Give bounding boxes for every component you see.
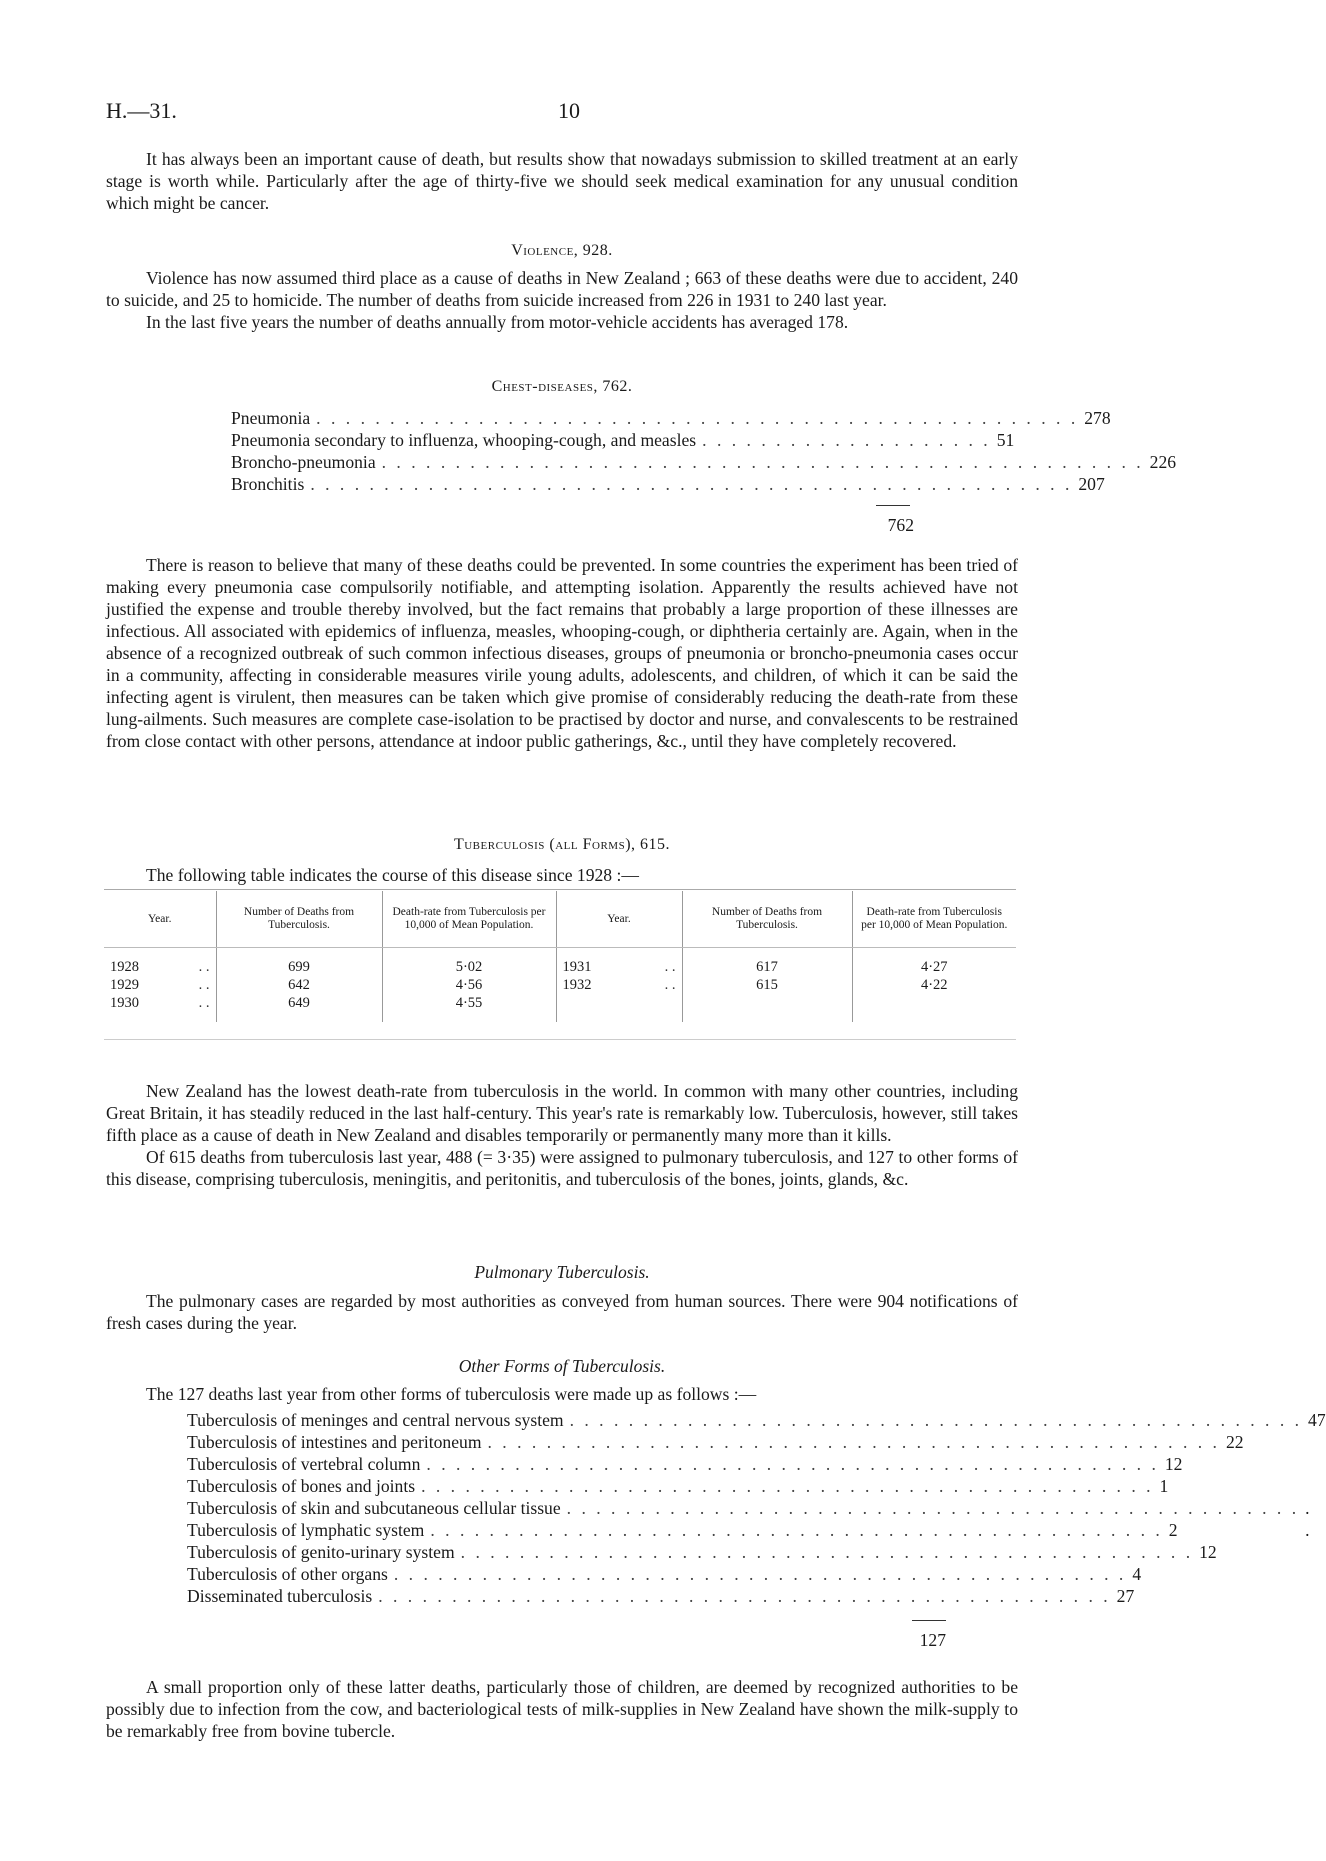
deaths-cell: 642	[216, 976, 382, 994]
leader-dots: . . . . . . . . . . . . . . . . . . . . . . . . . . . . . . . . . . . . . . . . . . . . . . . . . .	[393, 1564, 1127, 1584]
item-value: 226	[1149, 452, 1177, 472]
item-label: Bronchitis	[231, 474, 305, 494]
chest-diseases-list	[231, 407, 1177, 495]
leader-dots: . . . . . . . . . . . . . . . . . . . . . . . . . . . . . . . . . . . . . . . . . . . . . . . . . . . .	[316, 408, 1079, 428]
year-cell: 1929 . .	[110, 977, 210, 993]
list-item	[187, 1541, 1217, 1563]
rate-cell: 4·27	[852, 958, 1016, 976]
pulmonary-paragraph: The pulmonary cases are regarded by most authorities as conveyed from human sources. There were 904 notifications of fresh cases during the year.	[106, 1291, 1018, 1333]
tuberculosis-paragraphs	[106, 1080, 1018, 1190]
leader-dots: . . . . . . . . . . . . . . . . . . . . . . . . . . . . . . . . . . . . . . . . . . . . . . . . . .	[430, 1520, 1163, 1540]
list-item	[231, 429, 1015, 451]
chest-paragraph-block	[106, 554, 1018, 752]
leader-dots: . . . . . . . . . . . . . . . . . . . . . . . . . . . . . . . . . . . . . . . . . . . . . . . . . .	[421, 1476, 1154, 1496]
item-value: 278	[1084, 408, 1111, 428]
motor-vehicle-paragraph: In the last five years the number of deaths annually from motor-vehicle accidents has averaged 178.	[146, 312, 849, 332]
deaths-cell: 699	[216, 958, 382, 976]
total-rule	[912, 1620, 946, 1621]
item-value: 207	[1078, 474, 1105, 494]
list-item	[187, 1431, 1244, 1453]
item-value: 47	[1308, 1410, 1326, 1430]
year-cell: 1930 . .	[110, 995, 210, 1011]
document-code: H.—31.	[106, 98, 177, 123]
leader-dots: . . . . . . . . . . . . . . . . . . . . . . . . . . . . . . . . . . . . . . . . . . . . . . . . . . . .	[310, 474, 1073, 494]
table-row	[104, 976, 1016, 994]
list-item	[231, 407, 1111, 429]
year-cell: 1931 . .	[556, 958, 682, 976]
other-forms-intro: The 127 deaths last year from other forms of tuberculosis were made up as follows :—	[146, 1384, 757, 1404]
item-label: Tuberculosis of lymphatic system	[187, 1520, 425, 1540]
item-value: 22	[1225, 1432, 1244, 1452]
page-number: 10	[558, 98, 580, 123]
leader-dots: . . . . . . . . . . . . . . . . . . . . . . . . . . . . . . . . . . . . . . . . . . . . . . . . . .	[460, 1542, 1194, 1562]
tuberculosis-heading: Tuberculosis (all Forms), 615.	[453, 836, 671, 853]
table-row	[104, 958, 1016, 976]
table-intro-block	[106, 864, 1018, 886]
item-label: Tuberculosis of bones and joints	[187, 1476, 416, 1496]
item-value: 4	[1132, 1564, 1142, 1584]
other-forms-intro-block	[106, 1383, 1018, 1405]
column-header-year: Year.	[556, 891, 682, 948]
list-item	[187, 1409, 1326, 1431]
table-bottom-rule	[104, 1039, 1016, 1040]
table-header-row	[104, 891, 1016, 948]
table-row	[104, 994, 1016, 1012]
item-label: Pneumonia secondary to influenza, whooping-cough, and measles	[231, 430, 697, 450]
chest-diseases-heading: Chest-diseases, 762.	[491, 378, 633, 395]
page-header	[106, 98, 1018, 130]
list-item	[231, 451, 1177, 473]
other-forms-list	[187, 1409, 1326, 1607]
column-header-deaths: Number of Deaths from Tuberculosis.	[216, 891, 382, 948]
item-label: Tuberculosis of intestines and peritoneum	[187, 1432, 482, 1452]
item-label: Broncho-pneumonia	[231, 452, 376, 472]
deaths-cell: 649	[216, 994, 382, 1012]
violence-paragraph: Violence has now assumed third place as a cause of deaths in New Zealand ; 663 of these deaths were due to accident, 240 to suicide, and 25 to homicide. The number of deaths from suicide increased from 226 in 1931 to 240 last year.	[106, 268, 1018, 310]
leader-dots: . . . . . . . . . . . . . . . . . . . . . . . . . . . . . . . . . . . . . . . . . . . . . . . . . .	[378, 1586, 1111, 1606]
item-label: Pneumonia	[231, 408, 311, 428]
violence-heading: Violence, 928.	[511, 242, 613, 259]
item-label: Disseminated tuberculosis	[187, 1586, 373, 1606]
closing-block	[106, 1676, 1018, 1742]
leader-dots: . . . . . . . . . . . . . . . . . . . . . . . . . . . . . . . . . . . . . . . . . . . . . . . . . .	[569, 1410, 1303, 1430]
tuberculosis-paragraph-2: Of 615 deaths from tuberculosis last year, 488 (= 3·35) were assigned to pulmonary tuberculosis, and 127 to other forms of this disease, comprising tuberculosis, meningitis, and peritonitis, and tuberculosis of the bones, joints, glands, &c.	[106, 1147, 1018, 1189]
item-value: . .	[1305, 1498, 1310, 1540]
year-cell: 1932 . .	[556, 976, 682, 994]
tuberculosis-table	[104, 891, 1016, 1022]
column-header-rate: Death-rate from Tuberculosis per 10,000 of Mean Population.	[382, 891, 556, 948]
chest-paragraph: There is reason to believe that many of these deaths could be prevented. In some countries the experiment has been tried of making every pneumonia case compulsorily notifiable, and attempting isolation. Apparently the results achieved have not justified the expense and trouble thereby involved, but the fact remains that probably a large proportion of these illnesses are infectious. All associated with epidemics of influenza, measles, whooping-cough, or diphtheria certainly are. Again, when in the absence of a recognized outbreak of such common infectious diseases, groups of pneumonia or broncho-pneumonia cases occur in a community, affecting in considerable measures virile young adults, adolescents, and children, of which it can be said the infecting agent is virulent, then measures can be taken which give promise of considerably reducing the death-rate from these lung-ailments. Such measures are complete case-isolation to be practised by doctor and nurse, and convalescents to be restrained from close contact with other persons, attendance at indoor public gatherings, &c., until they have completely recovered.	[106, 555, 1018, 751]
item-label: Tuberculosis of meninges and central nervous system	[187, 1410, 564, 1430]
list-item	[187, 1563, 1142, 1585]
column-header-deaths: Number of Deaths from Tuberculosis.	[682, 891, 852, 948]
list-item	[187, 1453, 1183, 1475]
list-item	[231, 473, 1105, 495]
rate-cell: 4·22	[852, 976, 1016, 994]
item-label: Tuberculosis of genito-urinary system	[187, 1542, 455, 1562]
rate-cell: 4·55	[382, 994, 556, 1012]
item-value: 12	[1199, 1542, 1217, 1562]
rate-cell: 4·56	[382, 976, 556, 994]
item-value: 2	[1168, 1520, 1178, 1540]
closing-paragraph: A small proportion only of these latter deaths, particularly those of children, are deemed by recognized authorities to be possibly due to infection from the cow, and bacteriological tests of milk-supplies in New Zealand have shown the milk-supply to be remarkably free from bovine tubercle.	[106, 1677, 1018, 1741]
leader-dots: . . . . . . . . . . . . . . . . . . . . . . . . . . . . . . . . . . . . . . . . . . . . . . . . . .	[566, 1498, 1300, 1518]
total-rule	[876, 505, 910, 506]
leader-dots: . . . . . . . . . . . . . . . . . . . . . . . . . . . . . . . . . . . . . . . . . . . . . . . . . .	[426, 1454, 1159, 1474]
item-label: Tuberculosis of skin and subcutaneous cellular tissue	[187, 1498, 561, 1518]
item-value: 27	[1116, 1586, 1135, 1606]
item-label: Tuberculosis of vertebral column	[187, 1454, 421, 1474]
pulmonary-heading: Pulmonary Tuberculosis.	[474, 1262, 650, 1282]
leader-dots: . . . . . . . . . . . . . . . . . . . . . . . . . . . . . . . . . . . . . . . . . . . . . . . . . .	[487, 1432, 1220, 1452]
list-item	[187, 1519, 1178, 1541]
deaths-cell: 617	[682, 958, 852, 976]
item-value: 12	[1164, 1454, 1183, 1474]
leader-dots: . . . . . . . . . . . . . . . . . . . .	[702, 430, 991, 450]
table-top-rule	[104, 889, 1016, 890]
chest-total: 762	[887, 515, 914, 535]
tuberculosis-paragraph-1: New Zealand has the lowest death-rate from tuberculosis in the world. In common with many other countries, including Great Britain, it has steadily reduced in the last half-century. This year's rate is remarkably low. Tuberculosis, however, still takes fifth place as a cause of death in New Zealand and disables temporarily or permanently many more than it kills.	[106, 1081, 1018, 1145]
table-intro: The following table indicates the course of this disease since 1928 :—	[146, 865, 639, 885]
list-item	[187, 1475, 1169, 1497]
intro-paragraph-block	[106, 148, 1018, 214]
other-forms-total: 127	[919, 1630, 946, 1650]
deaths-cell: 615	[682, 976, 852, 994]
intro-paragraph: It has always been an important cause of death, but results show that nowadays submission to skilled treatment at an early stage is worth while. Particularly after the age of thirty-five we should seek medical examination for any unusual condition which might be cancer.	[106, 149, 1018, 213]
list-item	[187, 1585, 1135, 1607]
leader-dots: . . . . . . . . . . . . . . . . . . . . . . . . . . . . . . . . . . . . . . . . . . . . . . . . . . . .	[381, 452, 1144, 472]
item-value: 1	[1159, 1476, 1169, 1496]
other-forms-heading: Other Forms of Tuberculosis.	[458, 1356, 666, 1376]
violence-block	[106, 267, 1018, 333]
year-cell: 1928 . .	[110, 959, 210, 975]
item-value: 51	[996, 430, 1015, 450]
column-header-rate: Death-rate from Tuberculosis per 10,000 of Mean Population.	[852, 891, 1016, 948]
rate-cell: 5·02	[382, 958, 556, 976]
column-header-year: Year.	[104, 891, 216, 948]
pulmonary-block	[106, 1290, 1018, 1334]
item-label: Tuberculosis of other organs	[187, 1564, 388, 1584]
